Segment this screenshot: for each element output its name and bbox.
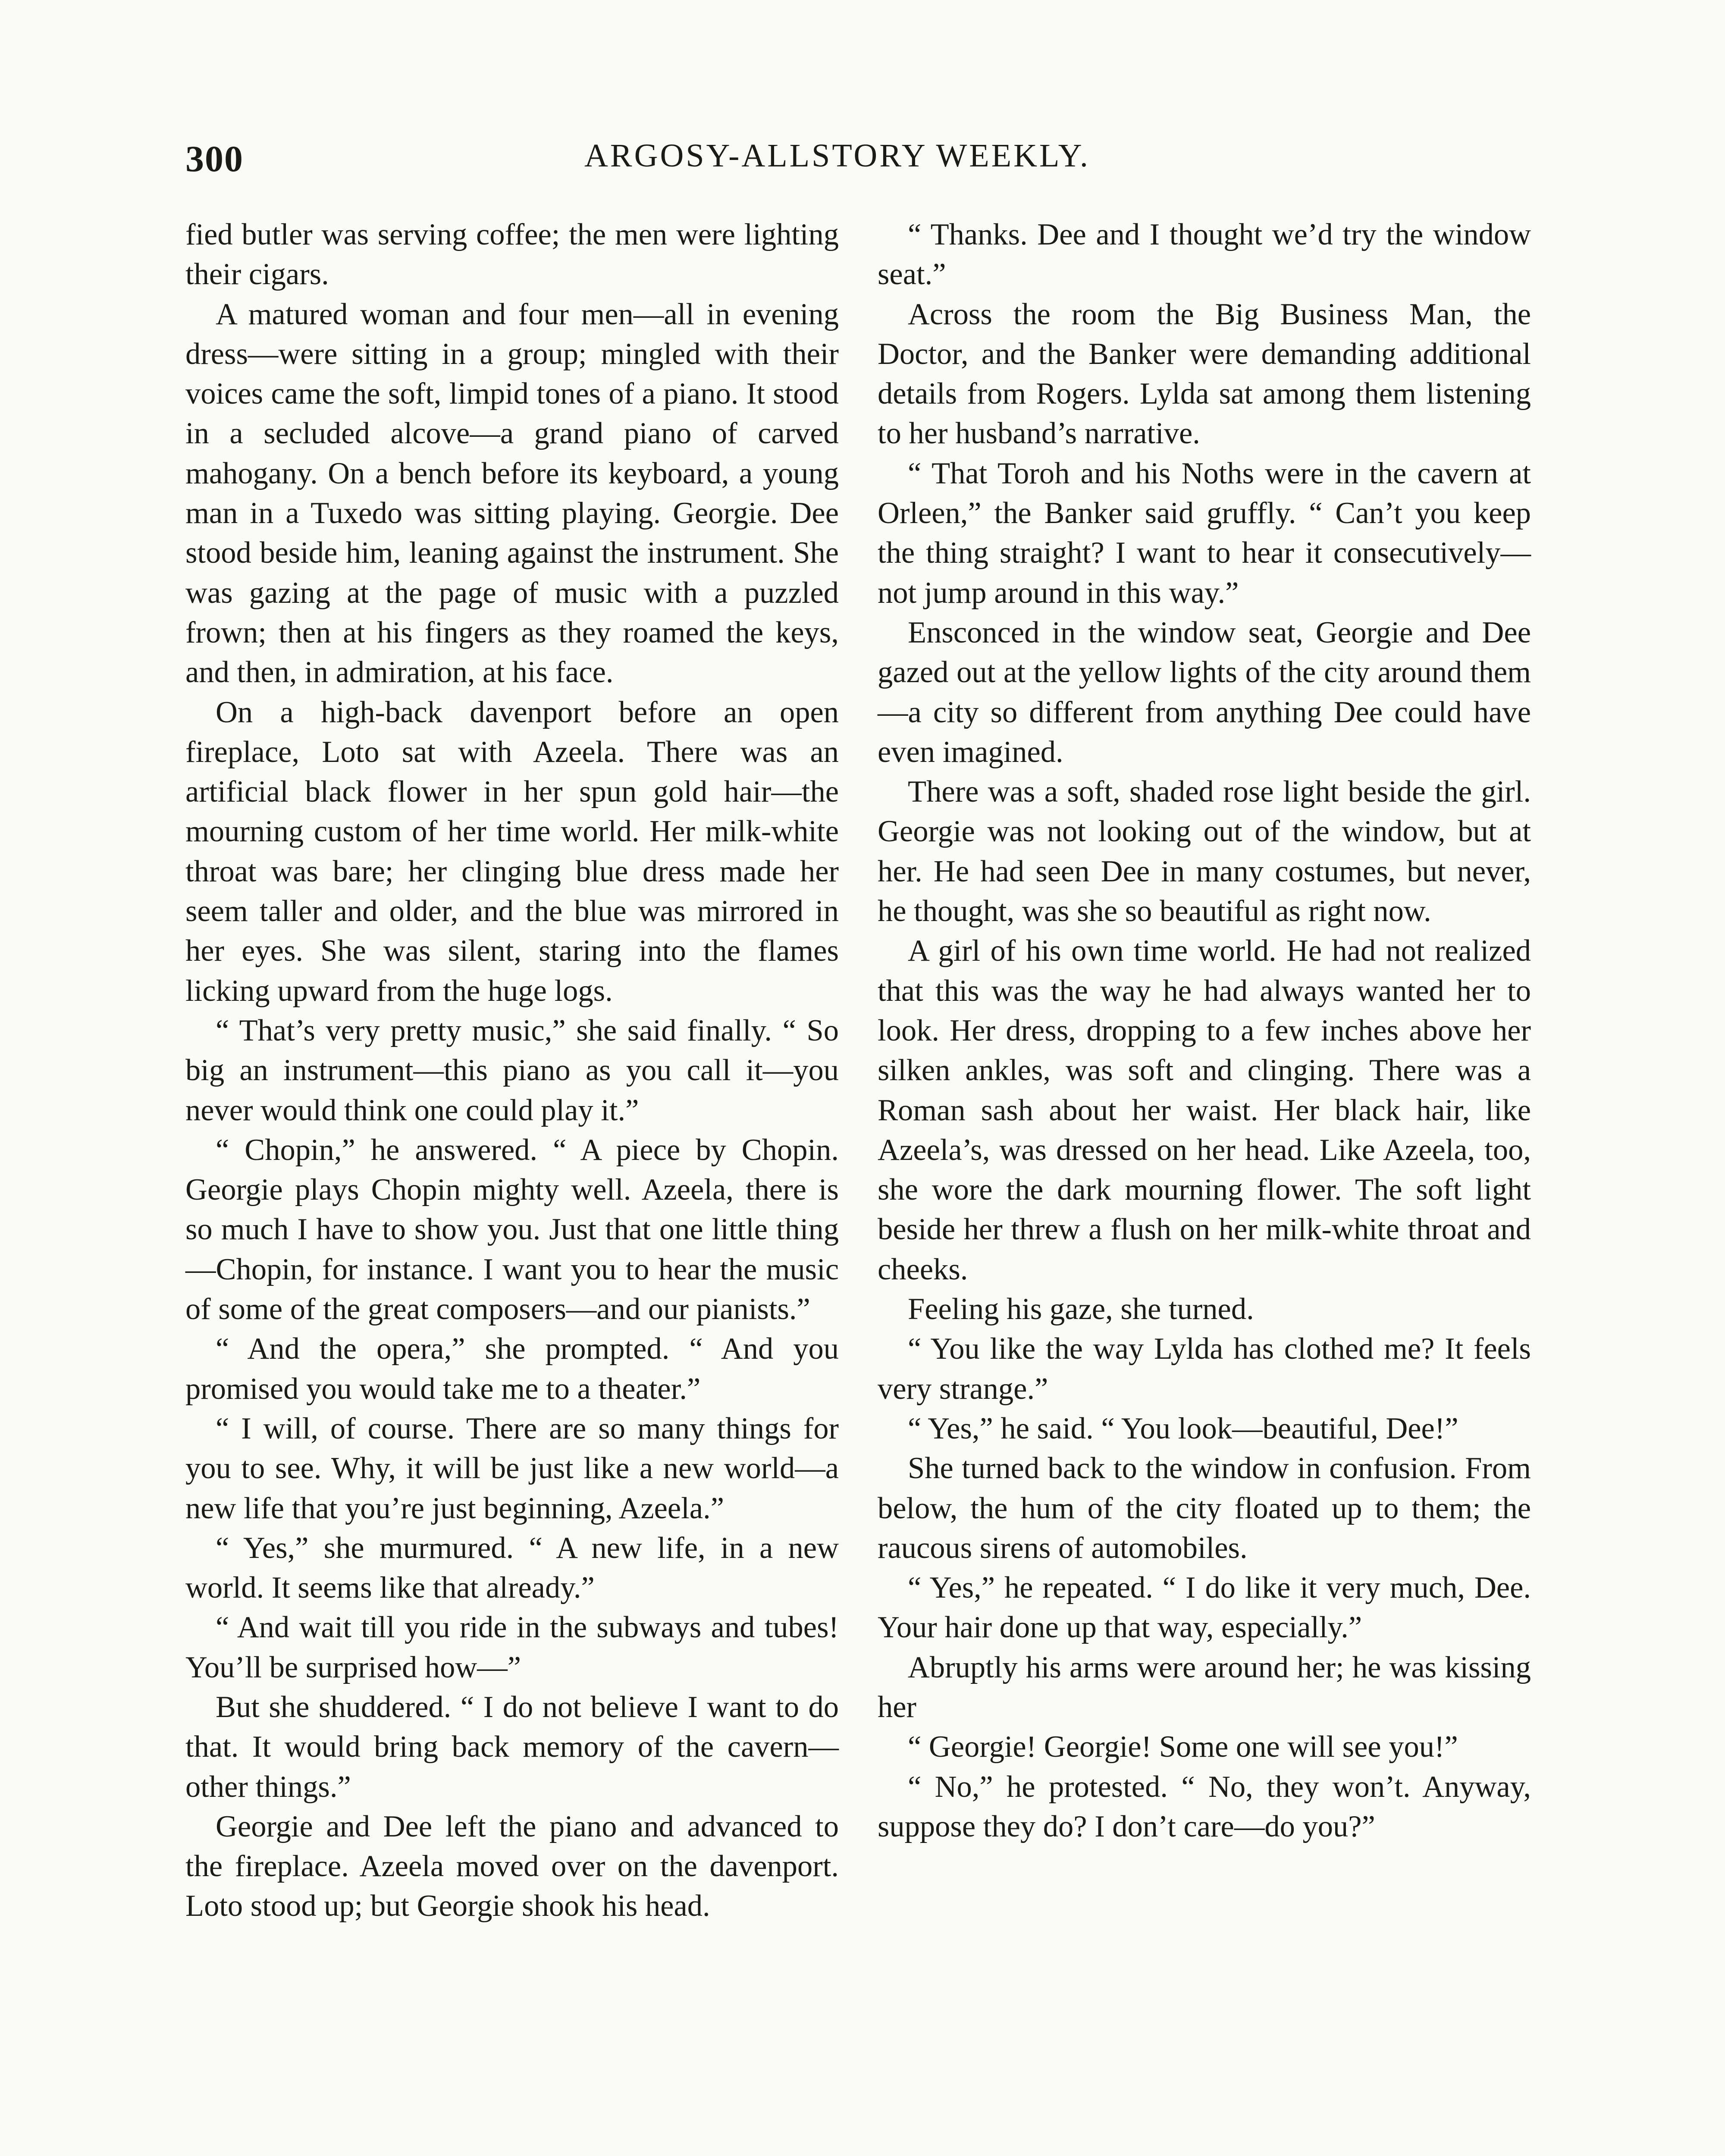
paragraph: A girl of his own time world. He had not realized that this was the way he had always wanted her to look. Her dress, dropping to a few inches above her silken ankles, was soft and clinging. There was a Roman sash about her waist. Her black hair, like Azeela’s, was dressed on her head. Like Azeela, too, she wore the dark mourning flower. The soft light beside her threw a flush on her milk-white throat and cheeks. (878, 934, 1531, 1286)
paragraph: “ Yes,” he repeated. “ I do like it very much, Dee. Your hair done up that way, especially.” (878, 1571, 1531, 1645)
paragraph: “ Yes,” she murmured. “ A new life, in a new world. It seems like that already.” (185, 1531, 839, 1605)
paragraph: “ Yes,” he said. “ You look—beautiful, Dee!” (908, 1411, 1458, 1445)
paragraph: There was a soft, shaded rose light beside the girl. Georgie was not looking out of the window, but at her. He had seen Dee in many costumes, but never, he thought, was she so beautiful as right now. (878, 775, 1531, 928)
page-number: 300 (185, 138, 244, 179)
paragraph: Georgie and Dee left the piano and advanced to the fireplace. Azeela moved over on the davenport. Loto stood up; but Georgie shook his head. (185, 1809, 839, 1923)
page-header (185, 137, 1544, 185)
paragraph: “ That Toroh and his Noths were in the cavern at Orleen,” the Banker said gruffly. “ Can’t you keep the thing straight? I want to hear it consecutively—not jump around in this way.” (878, 456, 1531, 610)
paragraph: “ And the opera,” she prompted. “ And you promised you would take me to a theater.” (185, 1332, 839, 1406)
right-column (878, 215, 1531, 1846)
paragraph: On a high-back davenport before an open fireplace, Loto sat with Azeela. There was an artificial black flower in her spun gold hair—the mourning custom of her time world. Her milk-white throat was bare; her clinging blue dress made her seem taller and older, and the blue was mirrored in her eyes. She was silent, staring into the flames licking upward from the huge logs. (185, 695, 839, 1008)
paragraph: Across the room the Big Business Man, the Doctor, and the Banker were demanding additional details from Rogers. Lylda sat among them listening to her husband’s narrative. (878, 297, 1531, 451)
paragraph: “ No,” he protested. “ No, they won’t. Anyway, suppose they do? I don’t care—do you?” (878, 1770, 1531, 1843)
left-column (185, 215, 839, 1926)
paragraph: A matured woman and four men—all in evening dress—were sitting in a group; mingled with their voices came the soft, limpid tones of a piano. It stood in a secluded alcove—a grand piano of carved mahogany. On a bench before its keyboard, a young man in a Tuxedo was sitting playing. Georgie. Dee stood beside him, leaning against the instrument. She was gazing at the page of music with a puzzled frown; then at his fingers as they roamed the keys, and then, in admiration, at his face. (185, 297, 839, 689)
paragraph: “ Thanks. Dee and I thought we’d try the window seat.” (878, 218, 1531, 291)
running-head: ARGOSY-ALLSTORY WEEKLY. (584, 138, 1090, 174)
paragraph: “ And wait till you ride in the subways and tubes! You’ll be surprised how—” (185, 1611, 839, 1684)
paragraph: Ensconced in the window seat, Georgie and Dee gazed out at the yellow lights of the city around them—a city so different from anything Dee could have even imagined. (878, 615, 1531, 769)
paragraph: She turned back to the window in confusion. From below, the hum of the city floated up to them; the raucous sirens of automobiles. (878, 1451, 1531, 1565)
paragraph: “ Georgie! Georgie! Some one will see you!” (908, 1730, 1458, 1764)
paragraph: Abruptly his arms were around her; he was kissing her (878, 1650, 1531, 1724)
paragraph: “ Chopin,” he answered. “ A piece by Chopin. Georgie plays Chopin mighty well. Azeela, there is so much I have to show you. Just that one little thing—Chopin, for instance. I want you to hear the music of some of the great composers—and our pianists.” (185, 1133, 839, 1326)
paragraph: “ You like the way Lylda has clothed me? It feels very strange.” (878, 1332, 1531, 1406)
paragraph: Feeling his gaze, she turned. (908, 1292, 1254, 1326)
paragraph: fied butler was serving coffee; the men were lighting their cigars. (185, 218, 839, 291)
paragraph: “ That’s very pretty music,” she said finally. “ So big an instrument—this piano as you call it—you never would think one could play it.” (185, 1013, 839, 1127)
paragraph: But she shuddered. “ I do not believe I want to do that. It would bring back memory of the cavern—other things.” (185, 1690, 839, 1804)
paragraph: “ I will, of course. There are so many things for you to see. Why, it will be just like a new world—a new life that you’re just beginning, Azeela.” (185, 1411, 839, 1525)
